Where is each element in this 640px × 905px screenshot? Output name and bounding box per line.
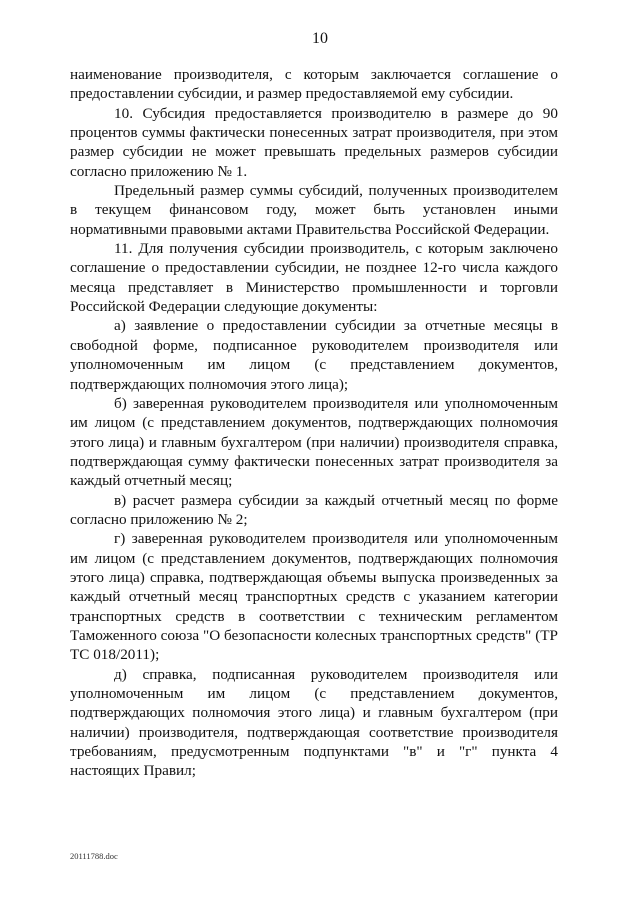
- document-body: [70, 65, 558, 781]
- page-number: 10: [312, 30, 328, 47]
- file-name-footer: 20111788.doc: [70, 851, 118, 861]
- paragraph: Предельный размер суммы субсидий, полученных производителем в текущем финансовом году, может быть установлен иными нормативными правовыми актами Правительства Российской Федерации.: [70, 182, 558, 238]
- subitem-v: в) расчет размера субсидии за каждый отчетный месяц по форме согласно приложению № 2;: [70, 491, 558, 528]
- subitem-b: б) заверенная руководителем производителя или уполномоченным им лицом (с представлением документов, подтверждающих полномочия этого лица) и главным бухгалтером (при наличии) производителя справка, подтверждающая сумму фактически понесенных затрат производителя за каждый отчетный месяц;: [70, 394, 558, 490]
- subitem-g: г) заверенная руководителем производителя или уполномоченным им лицом (с представлением документов, подтверждающих полномочия этого лица) справка, подтверждающая объемы выпуска произведенных за каждый отчетный месяц транспортных средств с указанием категории транспортных средств в соответствии с техническим регламентом Таможенного союза "О безопасности колесных транспортных средств" (ТР ТС 018/2011);: [70, 530, 558, 664]
- paragraph-item-10: 10. Субсидия предоставляется производителю в размере до 90 процентов суммы фактически понесенных затрат производителя, при этом размер субсидии не может превышать предельных размеров субсидии согласно приложению № 1.: [70, 104, 558, 180]
- subitem-a: а) заявление о предоставлении субсидии за отчетные месяцы в свободной форме, подписанное руководителем производителя или уполномоченным им лицом (с представлением документов, подтверждающих полномочия этого лица);: [70, 317, 558, 393]
- paragraph: наименование производителя, с которым заключается соглашение о предоставлении субсидии, и размер предоставляемой ему субсидии.: [70, 66, 558, 103]
- paragraph-item-11: 11. Для получения субсидии производитель, с которым заключено соглашение о предоставлении субсидии, не позднее 12-го числа каждого месяца представляет в Министерство промышленности и торговли Российской Федерации следующие документы:: [70, 240, 558, 316]
- subitem-d: д) справка, подписанная руководителем производителя или уполномоченным им лицом (с представлением документов, подтверждающих полномочия этого лица) и главным бухгалтером (при наличии) производителя, подтверждающая соответствие производителя требованиям, предусмотренным подпунктами "в" и "г" пункта 4 настоящих Правил;: [70, 665, 558, 780]
